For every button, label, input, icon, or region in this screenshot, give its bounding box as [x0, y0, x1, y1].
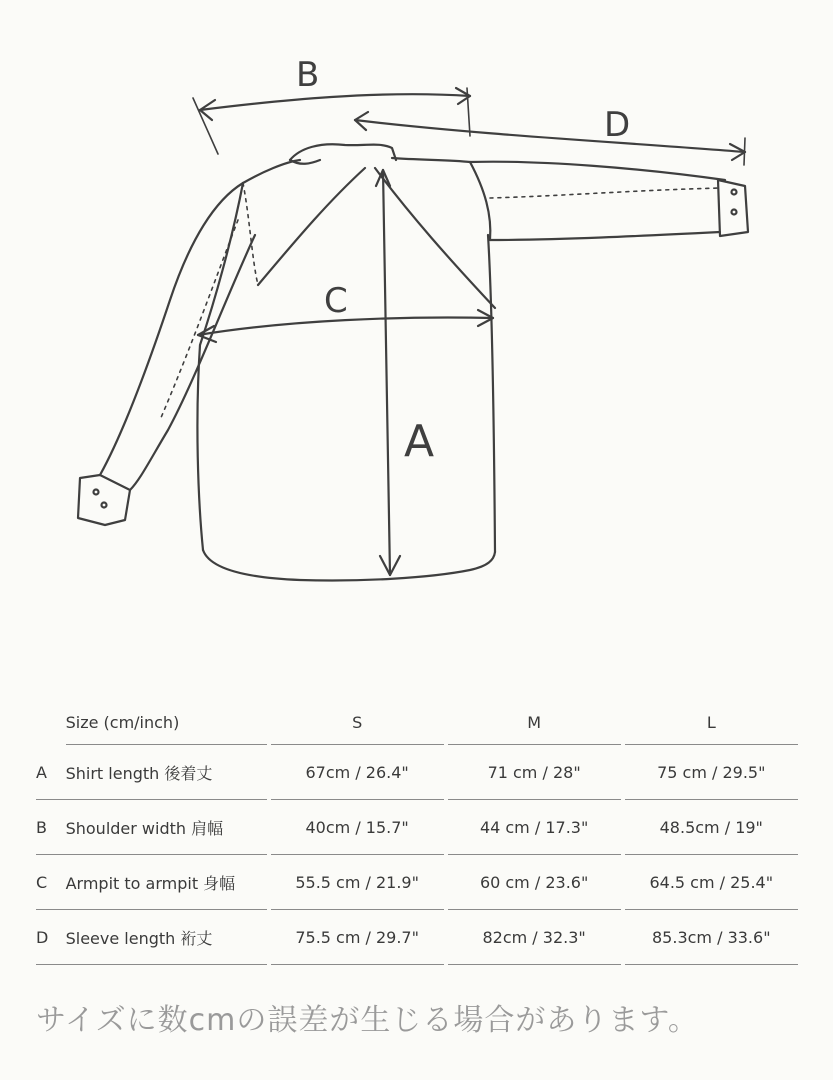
- cell-s: 75.5 cm / 29.7": [271, 910, 444, 965]
- label-d: D: [604, 105, 631, 145]
- header-l: L: [625, 700, 798, 745]
- table-row: [36, 800, 798, 855]
- cell-l: 85.3cm / 33.6": [625, 910, 798, 965]
- cell-m: 44 cm / 17.3": [448, 800, 621, 855]
- row-letter: D: [36, 910, 66, 965]
- row-label: Shoulder width 肩幅: [66, 800, 267, 855]
- table-row: [36, 745, 798, 800]
- cell-l: 48.5cm / 19": [625, 800, 798, 855]
- size-variance-note: サイズに数cmの誤差が生じる場合があります。: [36, 1003, 699, 1038]
- header-s: S: [271, 700, 444, 745]
- cell-l: 64.5 cm / 25.4": [625, 855, 798, 910]
- table-row: [36, 855, 798, 910]
- label-b: B: [296, 55, 320, 95]
- header-m: M: [448, 700, 621, 745]
- table-row: [36, 910, 798, 965]
- cell-m: 60 cm / 23.6": [448, 855, 621, 910]
- row-letter: B: [36, 800, 66, 855]
- row-label: Shirt length 後着丈: [66, 745, 267, 800]
- row-letter: C: [36, 855, 66, 910]
- cell-m: 82cm / 32.3": [448, 910, 621, 965]
- table-header-row: [36, 700, 798, 745]
- label-c: C: [324, 281, 348, 321]
- row-label: Armpit to armpit 身幅: [66, 855, 267, 910]
- label-a: A: [404, 416, 435, 467]
- row-label: Sleeve length 裄丈: [66, 910, 267, 965]
- size-table: [36, 700, 798, 965]
- shirt-outline: [78, 144, 748, 580]
- cell-l: 75 cm / 29.5": [625, 745, 798, 800]
- cell-s: 67cm / 26.4": [271, 745, 444, 800]
- header-size-label: Size (cm/inch): [66, 700, 267, 745]
- row-letter: A: [36, 745, 66, 800]
- cell-s: 55.5 cm / 21.9": [271, 855, 444, 910]
- cell-s: 40cm / 15.7": [271, 800, 444, 855]
- cell-m: 71 cm / 28": [448, 745, 621, 800]
- measurement-letters: [296, 55, 630, 467]
